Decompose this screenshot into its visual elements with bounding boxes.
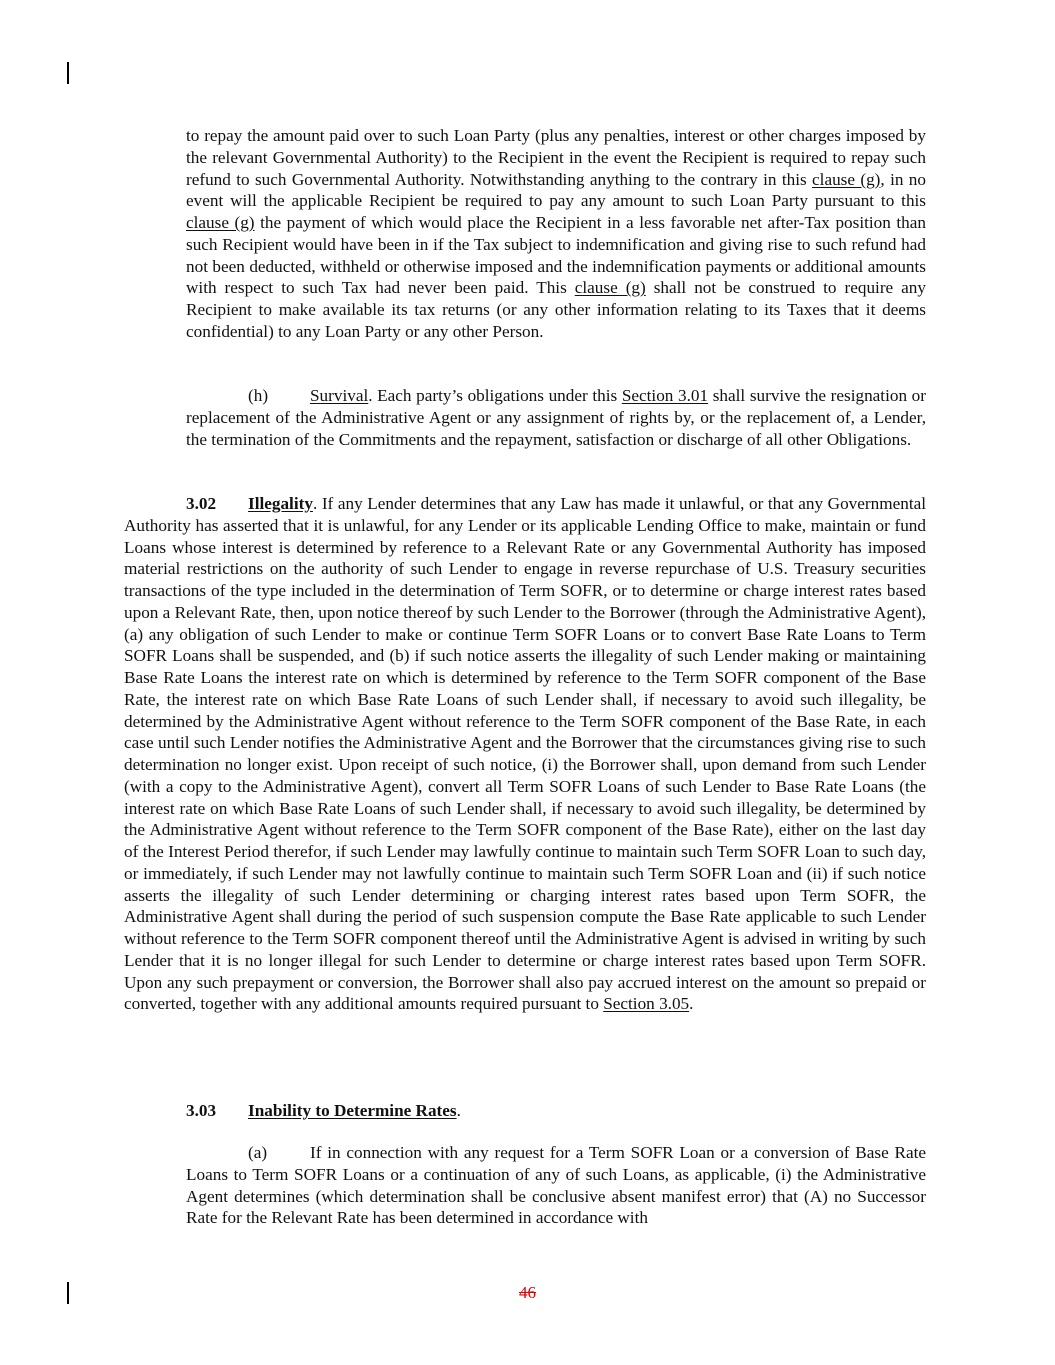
- text-run: the payment of which would place the Recipient in a less favorable net after-Tax position than such Recipient would have been in if the Tax subject to indemnification and giving rise to such refund had not been deducted, withheld or otherwise imposed and the indemnification payments or additional amounts with respect to such Tax had never been paid. This: [186, 213, 926, 298]
- text-run: .: [689, 994, 694, 1014]
- page-number: 46: [519, 1283, 536, 1302]
- text-run: .: [456, 1101, 461, 1120]
- section-heading: Inability to Determine Rates: [248, 1101, 457, 1120]
- paragraph-g-continuation: [186, 125, 926, 343]
- cross-reference-section-3-05: Section 3.05: [603, 994, 690, 1014]
- text-run: . If any Lender determines that any Law has made it unlawful, or that any Governmental Authority has asserted that it is unlawful, for any Lender or its applicable Lending Office to make, maintain or fund Loans whose interest is determined by reference to a Relevant Rate or any Governmental Authority has imposed material restrictions on the authority of such Lender to engage in reverse repurchase of U.S. Treasury securities transactions of the type included in the determination of Term SOFR, or to determine or charge interest rates based upon a Relevant Rate, then, upon notice thereof by such Lender to the Borrower (through the Administrative Agent), (a) any obligation of such Lender to make or continue Term SOFR Loans or to convert Base Rate Loans to Term SOFR Loans shall be suspended, and (b) if such notice asserts the illegality of such Lender making or maintaining Base Rate Loans the interest rate on which is determined by reference to the Term SOFR component of the Base Rate, the interest rate on which Base Rate Loans of such Lender shall, if necessary to avoid such illegality, be determined by the Administrative Agent without reference to the Term SOFR component of the Base Rate, in each case until such Lender notifies the Administrative Agent and the Borrower that the circumstances giving rise to such determination no longer exist. Upon receipt of such notice, (i) the Borrower shall, upon demand from such Lender (with a copy to the Administrative Agent), convert all Term SOFR Loans of such Lender to Base Rate Loans (the interest rate on which Base Rate Loans of such Lender shall, if necessary to avoid such illegality, be determined by the Administrative Agent without reference to the Term SOFR component of the Base Rate), either on the last day of the Interest Period therefor, if such Lender may lawfully continue to maintain such Term SOFR Loan to such day, or immediately, if such Lender may not lawfully continue to maintain such Term SOFR Loan and (ii) if such notice asserts the illegality of such Lender determining or charging interest rates based upon Term SOFR, the Administrative Agent shall during the period of such suspension compute the Base Rate applicable to such Lender without reference to the Term SOFR component thereof until the Administrative Agent is advised in writing by such Lender that it is no longer illegal for such Lender to determine or charge interest rates based upon Term SOFR. Upon any such prepayment or conversion, the Borrower shall also pay accrued interest on the amount so prepaid or converted, together with any additional amounts required pursuant to: [124, 494, 926, 1014]
- paragraph-3-03-a: [186, 1142, 926, 1229]
- text-run: shall survive the resignation or replacement of the Administrative Agent or any assignment of rights by, or the replacement of, a Lender, the termination of the Commitments and the repayment, satisfaction or discharge of all other Obligations.: [186, 386, 926, 449]
- section-3-03-heading: [124, 1100, 926, 1122]
- cross-reference-clause-g: clause (g): [186, 213, 255, 232]
- text-run: . Each party’s obligations under this: [368, 386, 622, 405]
- cross-reference-clause-g: clause (g): [574, 278, 646, 298]
- cross-reference-clause-g: clause (g): [812, 169, 881, 189]
- section-number: 3.03: [186, 1101, 217, 1120]
- clause-label: (a): [248, 1143, 268, 1162]
- text-run: to repay the amount paid over to such Loan Party (plus any penalties, interest or other charges imposed by the relevant Governmental Authority) to the Recipient in the event the Recipient is required to repay such refund to such Governmental Authority. Notwithstanding anything to the contrary in this: [186, 126, 926, 189]
- section-3-02-illegality: [124, 493, 926, 1015]
- clause-heading: Survival: [310, 386, 369, 405]
- text-run: , in no event will the applicable Recipient be required to pay any amount to such Loan Party pursuant to this: [186, 169, 926, 211]
- clause-label: (h): [248, 386, 269, 405]
- section-number: 3.02: [186, 494, 217, 513]
- paragraph-h-survival: [186, 385, 926, 450]
- section-heading: Illegality: [248, 494, 313, 513]
- text-run: If in connection with any request for a Term SOFR Loan or a conversion of Base Rate Loans to Term SOFR Loans or a continuation of any of such Loans, as applicable, (i) the Administrative Agent determines (which determination shall be conclusive absent manifest error) that (A) no Successor Rate for the Relevant Rate has been determined in accordance with: [186, 1143, 926, 1228]
- text-run: shall not be construed to require any Recipient to make available its tax returns (or any other information relating to its Taxes that it deems confidential) to any Loan Party or any other Person.: [186, 278, 926, 341]
- cross-reference-section-3-01: Section 3.01: [621, 386, 709, 405]
- revision-bar-top: [67, 62, 69, 84]
